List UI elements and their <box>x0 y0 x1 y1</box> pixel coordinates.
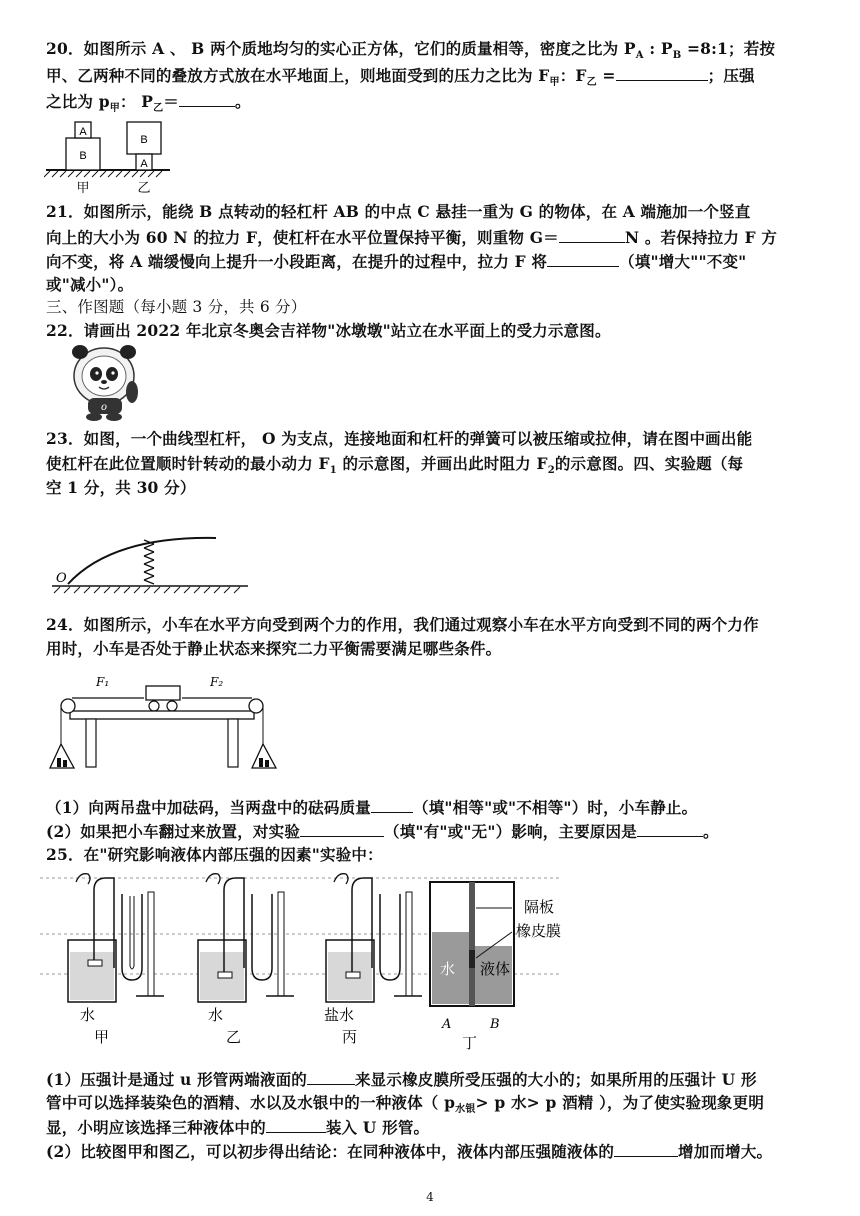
cart-balance-figure <box>46 668 286 780</box>
answer-blank[interactable] <box>307 1068 355 1085</box>
pulley-left <box>61 699 75 713</box>
section-3-heading: 三、作图题（每小题 3 分，共 6 分） <box>46 298 307 316</box>
page-number: 4 <box>426 1190 434 1204</box>
label-f1: F₁ <box>96 675 110 689</box>
bing-dwen-dwen-figure <box>66 340 146 422</box>
apparatus-bing <box>326 874 422 1002</box>
curved-lever <box>68 538 216 584</box>
label-b: B <box>79 150 87 162</box>
label-membrane: 橡皮膜 <box>516 922 562 940</box>
q25-sub-1-line-1: (1）压强计是通过 u 形管两端液面的 来显示橡皮膜所受压强的大小的；如果所用的压强计 U 形 <box>46 1070 757 1089</box>
apparatus-jia <box>68 874 164 1002</box>
q25-line-1: 25．在"研究影响液体内部压强的因素"实验中： <box>46 845 383 864</box>
q25-sub-1-line-2: 管中可以选择装染色的酒精、水以及水银中的一种液体（ $p_{水银}> p$ 水> p 酒精 ），为了使实验现象更明 <box>46 1093 765 1116</box>
q20-figure <box>44 116 174 196</box>
apparatus-ding <box>430 882 514 1006</box>
svg-text:o: o <box>100 402 108 413</box>
answer-blank[interactable] <box>179 90 235 107</box>
label-a: A <box>79 126 87 138</box>
answer-blank[interactable] <box>616 64 708 81</box>
label-ding: 丁 <box>462 1034 478 1052</box>
label-brine: 盐水 <box>324 1006 355 1024</box>
answer-blank[interactable] <box>547 250 619 267</box>
label-yi: 乙 <box>226 1028 242 1046</box>
liquid-pressure-figure <box>40 868 620 1052</box>
pan-left <box>50 744 74 768</box>
apparatus-yi <box>198 874 294 1002</box>
q25-sub-2: (2）比较图甲和图乙，可以初步得出结论：在同种液体中，液体内部压强随液体的 增加而增大。 <box>46 1142 773 1161</box>
q24-line-1: 24．如图所示，小车在水平方向受到两个力的作用，我们通过观察小车在水平方向受到不同的两个力作 <box>46 615 759 634</box>
pivot-label-o: O <box>56 571 67 586</box>
q25-sub-1-line-3: 显，小明应该选择三种液体中的 装入 U 形管。 <box>46 1118 430 1137</box>
q23-line-1: 23．如图，一个曲线型杠杆， O 为支点，连接地面和杠杆的弹簧可以被压缩或拉伸，请在图中画出能 <box>46 429 753 448</box>
pan-right <box>252 744 276 768</box>
label-bing: 丙 <box>342 1028 358 1046</box>
q20-line-1: 20．如图所示 A 、 B 两个质地均匀的实心正方体，它们的质量相等，密度之比为 $P_A$ : $P_B$ =8:1；若按 <box>46 39 776 62</box>
label-b: B <box>140 134 148 146</box>
label-a: A <box>140 158 148 170</box>
q24-sub-1: （1）向两吊盘中加砝码，当两盘中的砝码质量 （填"相等"或"不相等"）时，小车静止。 <box>46 798 698 817</box>
label-b: B <box>490 1017 500 1032</box>
q21-line-1: 21．如图所示，能绕 B 点转动的轻杠杆 AB 的中点 C 悬挂一重为 G 的物体，在 A 端施加一个竖直 <box>46 202 751 221</box>
q23-line-3: 空 1 分，共 30 分） <box>46 478 196 497</box>
cart <box>146 686 180 700</box>
answer-blank[interactable] <box>614 1140 678 1157</box>
q21-line-2: 向上的大小为 60 N 的拉力 F，使杠杆在水平位置保持平衡，则重物 G＝ N 。若保持拉力 F 方 <box>46 228 778 247</box>
label-partition: 隔板 <box>524 898 555 916</box>
label-water-yi: 水 <box>208 1006 224 1024</box>
label-water-jia: 水 <box>80 1006 96 1024</box>
q22-line-1: 22．请画出 2022 年北京冬奥会吉祥物"冰墩墩"站立在水平面上的受力示意图。 <box>46 321 611 340</box>
answer-blank[interactable] <box>266 1116 326 1133</box>
label-f2: F₂ <box>210 675 224 689</box>
answer-blank[interactable] <box>637 820 703 837</box>
curved-lever-figure <box>52 530 252 602</box>
q21-line-3: 向不变，将 A 端缓慢向上提升一小段距离，在提升的过程中，拉力 F 将 （填"增大""不变" <box>46 252 747 271</box>
pulley-right <box>249 699 263 713</box>
answer-blank[interactable] <box>300 820 384 837</box>
q23-line-2: 使杠杆在此位置顺时针转动的最小动力 $F_1$ 的示意图，并画出此时阻力 $F_2$的示意图。四、实验题（每 <box>46 454 744 477</box>
label-a: A <box>442 1017 452 1032</box>
label-yi: 乙 <box>137 181 151 196</box>
label-jia: 甲 <box>76 181 90 196</box>
q20-line-3: 之比为 $p_甲$： $P_乙=$ 。 <box>46 92 251 115</box>
answer-blank[interactable] <box>559 226 625 243</box>
q21-line-4: 或"减小"）。 <box>46 275 134 294</box>
label-water-ding: 水 <box>440 960 456 978</box>
spring <box>144 540 154 584</box>
q24-sub-2: (2）如果把小车翻过来放置，对实验 （填"有"或"无"）影响，主要原因是 。 <box>46 822 719 841</box>
q24-line-2: 用时，小车是否处于静止状态来探究二力平衡需要满足哪些条件。 <box>46 639 502 658</box>
answer-blank[interactable] <box>371 796 413 813</box>
q20-line-2: 甲、乙两种不同的叠放方式放在水平地面上，则地面受到的压力之比为 $F_甲$：$F_乙$ = ；压强 <box>46 66 755 89</box>
table-top <box>70 711 254 719</box>
label-jia: 甲 <box>94 1028 110 1046</box>
label-liquid: 液体 <box>480 960 511 978</box>
